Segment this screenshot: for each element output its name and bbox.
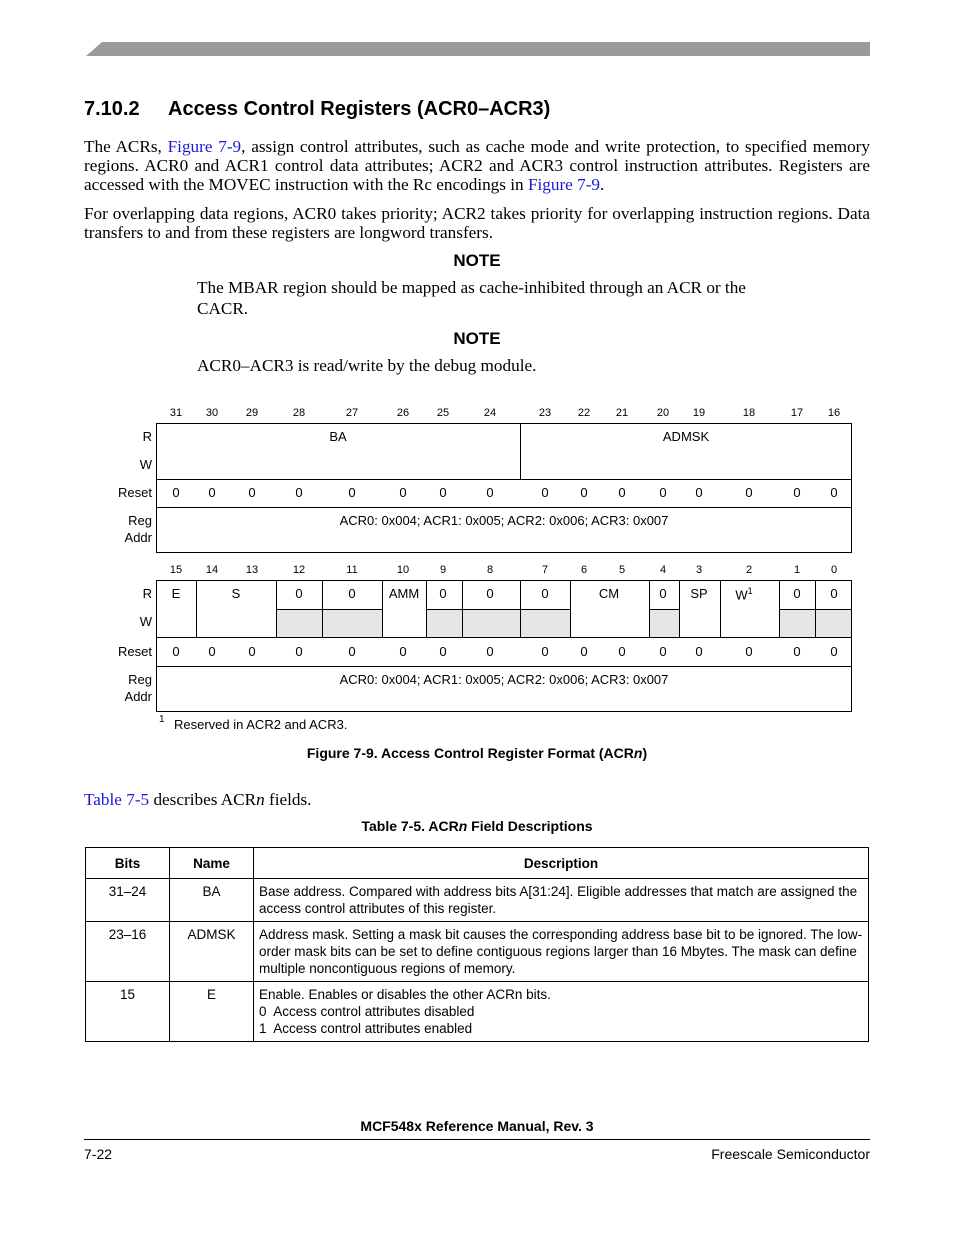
reset-value: 0 bbox=[745, 485, 753, 500]
bit-number: 30 bbox=[205, 407, 219, 419]
reset-value: 0 bbox=[295, 644, 303, 659]
field-divider bbox=[815, 580, 816, 637]
bit-number: 22 bbox=[577, 407, 591, 419]
reset-value: 0 bbox=[486, 485, 494, 500]
description-line: 0 Access control attributes disabled bbox=[259, 1004, 475, 1019]
description-line: 1 Access control attributes enabled bbox=[259, 1021, 473, 1036]
bit-number: 18 bbox=[742, 407, 756, 419]
reset-value: 0 bbox=[208, 644, 216, 659]
reset-value: 0 bbox=[248, 644, 256, 659]
reset-value: 0 bbox=[793, 485, 801, 500]
field-divider bbox=[649, 580, 650, 637]
bit-number: 9 bbox=[439, 564, 447, 576]
footer-rule bbox=[84, 1139, 870, 1140]
field-label: 0 bbox=[659, 586, 667, 601]
field-divider bbox=[520, 423, 521, 479]
row-label-reset: Reset bbox=[118, 644, 152, 659]
caption-text: ) bbox=[642, 745, 648, 761]
bit-number: 0 bbox=[830, 564, 838, 576]
bit-number: 2 bbox=[745, 564, 753, 576]
field-label: 0 bbox=[348, 586, 356, 601]
field-divider bbox=[679, 580, 680, 637]
reset-value: 0 bbox=[172, 485, 180, 500]
section-title: Access Control Registers (ACR0–ACR3) bbox=[168, 98, 551, 120]
field-divider bbox=[276, 580, 277, 637]
para-text: , assign control attributes, such as cache mode and write protection, to specified memory regions. ACR0 and ACR1 control data attributes; ACR2 and ACR3 control instruction attributes. Registers are accessed with the MOVEC instruction with the Rc encodings in bbox=[84, 137, 870, 194]
bit-number: 25 bbox=[436, 407, 450, 419]
reset-value: 0 bbox=[486, 644, 494, 659]
row-divider bbox=[156, 507, 852, 508]
para-italic: n bbox=[256, 790, 265, 809]
bit-number: 11 bbox=[346, 564, 358, 576]
bit-number: 6 bbox=[580, 564, 588, 576]
header-bits: Bits bbox=[86, 848, 170, 879]
company-name: Freescale Semiconductor bbox=[711, 1146, 870, 1162]
reset-value: 0 bbox=[541, 485, 549, 500]
cell-bits: 15 bbox=[86, 982, 170, 1042]
bit-number: 17 bbox=[790, 407, 804, 419]
bit-number: 29 bbox=[245, 407, 259, 419]
table-header-row bbox=[86, 848, 869, 879]
reset-value: 0 bbox=[439, 485, 447, 500]
row-label-reset: Reset bbox=[118, 485, 152, 500]
reset-value: 0 bbox=[793, 644, 801, 659]
field-divider bbox=[570, 580, 571, 637]
bit-number: 20 bbox=[656, 407, 670, 419]
bit-number: 21 bbox=[615, 407, 629, 419]
para-text: describes ACR bbox=[149, 790, 257, 809]
table-caption bbox=[0, 818, 954, 834]
cell-description bbox=[254, 922, 869, 982]
figure-link[interactable]: Figure 7-9 bbox=[527, 175, 601, 194]
bit-number: 4 bbox=[659, 564, 667, 576]
reset-value: 0 bbox=[348, 485, 356, 500]
field-ba: BA bbox=[329, 429, 347, 444]
para-text: . bbox=[600, 175, 605, 194]
cell-description bbox=[254, 982, 869, 1042]
bit-number: 13 bbox=[245, 564, 259, 576]
row-divider bbox=[156, 479, 852, 480]
bit-number: 19 bbox=[692, 407, 706, 419]
field-divider bbox=[520, 580, 521, 637]
cell-bits: 31–24 bbox=[86, 879, 170, 922]
caption-italic: n bbox=[633, 745, 643, 761]
reg-addr-upper: ACR0: 0x004; ACR1: 0x005; ACR2: 0x006; ACR3: 0x007 bbox=[339, 513, 669, 528]
reset-value: 0 bbox=[580, 485, 588, 500]
bit-number: 5 bbox=[618, 564, 626, 576]
para-text: The ACRs, bbox=[84, 137, 168, 156]
caption-text: Figure 7-9. Access Control Register Format (ACR bbox=[306, 745, 634, 761]
overlap-paragraph: For overlapping data regions, ACR0 takes priority; ACR2 takes priority for overlapping instruction regions. Data transfers to and from these registers are longword transfers. bbox=[84, 204, 870, 242]
cell-name: BA bbox=[170, 879, 254, 922]
field-label: 0 bbox=[830, 586, 838, 601]
reset-value: 0 bbox=[659, 485, 667, 500]
reset-value: 0 bbox=[399, 485, 407, 500]
table-row bbox=[86, 922, 869, 982]
table-row bbox=[86, 982, 869, 1042]
bit-number: 23 bbox=[538, 407, 552, 419]
row-label-addr: Addr bbox=[124, 530, 152, 545]
row-label-reg: Reg bbox=[128, 672, 152, 687]
reset-value: 0 bbox=[830, 644, 838, 659]
header-description: Description bbox=[254, 848, 869, 879]
row-label-r: R bbox=[142, 586, 152, 601]
reset-value: 0 bbox=[399, 644, 407, 659]
field-admsk: ADMSK bbox=[662, 429, 710, 444]
table-reference bbox=[84, 790, 870, 809]
reset-value: 0 bbox=[541, 644, 549, 659]
field-divider bbox=[720, 580, 721, 637]
reset-value: 0 bbox=[248, 485, 256, 500]
note-body: ACR0–ACR3 is read/write by the debug module. bbox=[197, 356, 537, 375]
field-divider bbox=[462, 580, 463, 637]
section-number: 7.10.2 bbox=[84, 98, 140, 120]
field-label: 0 bbox=[541, 586, 549, 601]
figure-link[interactable]: Figure 7-9 bbox=[167, 137, 242, 156]
note-heading: NOTE bbox=[453, 251, 501, 270]
bit-number: 15 bbox=[169, 564, 183, 576]
field-w: $W^1$ bbox=[735, 586, 753, 603]
field-divider bbox=[322, 580, 323, 637]
cell-bits: 23–16 bbox=[86, 922, 170, 982]
field-description-table bbox=[85, 847, 869, 1042]
table-link[interactable]: Table 7-5 bbox=[84, 790, 150, 809]
field-label: SP bbox=[690, 586, 708, 601]
reset-value: 0 bbox=[695, 485, 703, 500]
figure-caption bbox=[0, 745, 954, 761]
reset-value: 0 bbox=[172, 644, 180, 659]
field-divider bbox=[196, 580, 197, 637]
bit-number: 1 bbox=[793, 564, 801, 576]
reset-value: 0 bbox=[745, 644, 753, 659]
bit-number: 31 bbox=[169, 407, 183, 419]
reset-value: 0 bbox=[439, 644, 447, 659]
field-label: 0 bbox=[439, 586, 447, 601]
field-label: E bbox=[171, 586, 181, 601]
cell-name: ADMSK bbox=[170, 922, 254, 982]
row-divider bbox=[426, 609, 570, 610]
header-bar bbox=[86, 42, 870, 56]
reset-value: 0 bbox=[580, 644, 588, 659]
field-label: 0 bbox=[793, 586, 801, 601]
bit-number: 28 bbox=[292, 407, 306, 419]
caption-text: Table 7-5. ACR bbox=[361, 818, 459, 834]
row-label-w: W bbox=[139, 457, 152, 472]
bit-number: 7 bbox=[541, 564, 549, 576]
bit-number: 14 bbox=[205, 564, 219, 576]
reset-value: 0 bbox=[208, 485, 216, 500]
description-line: Base address. Compared with address bits A[31:24]. Eligible addresses that match are assigned the access control attributes of this register. bbox=[259, 884, 858, 916]
row-divider bbox=[649, 609, 679, 610]
bit-number: 3 bbox=[695, 564, 703, 576]
row-divider bbox=[156, 637, 852, 638]
reset-value: 0 bbox=[830, 485, 838, 500]
row-label-addr: Addr bbox=[124, 689, 152, 704]
footer-title: MCF548x Reference Manual, Rev. 3 bbox=[360, 1118, 594, 1134]
reset-value: 0 bbox=[659, 644, 667, 659]
reset-value: 0 bbox=[618, 644, 626, 659]
field-label: S bbox=[231, 586, 241, 601]
bit-number: 24 bbox=[483, 407, 497, 419]
reg-addr-lower: ACR0: 0x004; ACR1: 0x005; ACR2: 0x006; ACR3: 0x007 bbox=[339, 672, 669, 687]
row-label-r: R bbox=[142, 429, 152, 444]
row-divider bbox=[276, 609, 382, 610]
table-row bbox=[86, 879, 869, 922]
field-label: 0 bbox=[486, 586, 494, 601]
page-number: 7-22 bbox=[84, 1146, 113, 1162]
note-body: The MBAR region should be mapped as cache-inhibited through an ACR or the CACR. bbox=[197, 278, 746, 318]
bit-number: 27 bbox=[345, 407, 359, 419]
row-label-reg: Reg bbox=[128, 513, 152, 528]
bit-number: 26 bbox=[396, 407, 410, 419]
caption-text: Field Descriptions bbox=[467, 818, 593, 834]
reset-value: 0 bbox=[618, 485, 626, 500]
bit-number: 10 bbox=[396, 564, 410, 576]
reset-value: 0 bbox=[295, 485, 303, 500]
para-text: fields. bbox=[264, 790, 312, 809]
caption-italic: n bbox=[458, 818, 468, 834]
field-label: CM bbox=[598, 586, 620, 601]
footnote-ref: 1 bbox=[747, 586, 753, 596]
bit-number: 12 bbox=[292, 564, 306, 576]
description-line: Enable. Enables or disables the other ACRn bits. bbox=[259, 987, 551, 1002]
reset-value: 0 bbox=[348, 644, 356, 659]
header-name: Name bbox=[170, 848, 254, 879]
field-divider bbox=[426, 580, 427, 637]
field-divider bbox=[382, 580, 383, 637]
field-label: AMM bbox=[388, 586, 420, 601]
section-heading bbox=[84, 98, 550, 121]
bit-number: 16 bbox=[827, 407, 841, 419]
reset-value: 0 bbox=[695, 644, 703, 659]
bit-number: 8 bbox=[486, 564, 494, 576]
cell-name: E bbox=[170, 982, 254, 1042]
field-label: 0 bbox=[295, 586, 303, 601]
footnote-text: Reserved in ACR2 and ACR3. bbox=[174, 717, 348, 732]
description-line: Address mask. Setting a mask bit causes the corresponding address base bit to be ignored. The low-order mask bits can be set to define contiguous regions larger than 16 Mbytes. The mask can define multiple noncontiguous regions of memory. bbox=[259, 927, 863, 976]
row-divider bbox=[156, 666, 852, 667]
cell-description bbox=[254, 879, 869, 922]
note-heading: NOTE bbox=[453, 329, 501, 348]
field-divider bbox=[779, 580, 780, 637]
row-label-w: W bbox=[139, 614, 152, 629]
footnote-mark: 1 bbox=[159, 714, 165, 725]
intro-paragraph bbox=[84, 137, 870, 194]
